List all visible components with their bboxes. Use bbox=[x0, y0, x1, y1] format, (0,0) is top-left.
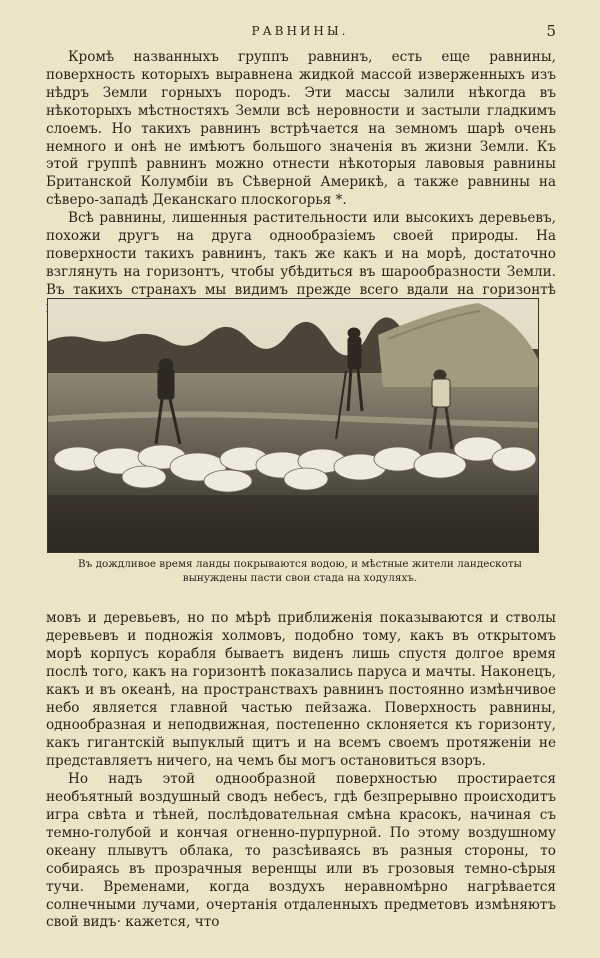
figure-photo bbox=[47, 298, 539, 553]
page-header bbox=[44, 22, 556, 42]
figure-caption: Въ дождливое время ланды покрываются водою, и мѣстные жители ландескоты вынуждены пасти свои стада на ходуляхъ. bbox=[78, 558, 522, 584]
paragraph: мовъ и деревьевъ, но по мѣрѣ приближенія показываются и стволы деревьевъ и подножія холмовъ, подобно тому, какъ въ открытомъ морѣ корпусъ корабля бываетъ виденъ лишь спустя долгое время послѣ того, какъ на горизонтѣ показались паруса и мачты. Наконецъ, какъ и въ океанѣ, на пространствахъ равнинъ постоянно измѣнчивое небо является главной частью пейзажа. Поверхность равнины, однообразная и неподвижная, постепенно склоняется къ горизонту, какъ гигантскій выпуклый щитъ и на всемъ своемъ протяженіи не представляетъ ничего, на чемъ бы могъ остановиться взоръ. bbox=[46, 610, 556, 770]
paragraph: Но надъ этой однообразной поверхностью простирается необъятный воздушный сводъ небесъ, гдѣ безпрерывно происходитъ игра свѣта и тѣней, послѣдовательная смѣна красокъ, начиная съ темно-голубой и кончая огненно-пурпурной. По этому воздушному океану плывутъ облака, то разсѣиваясь въ разныя стороны, то собираясь въ прозрачныя веренщы или въ грозовыя темно-сѣрыя тучи. Временами, когда воздухъ неравномѣрно нагрѣвается солнечными лучами, очертанія отдаленныхъ предметовъ измѣняютъ свой видъ· кажется, что bbox=[46, 771, 556, 931]
paragraph: Всѣ равнины, лишенныя растительности или высокихъ деревьевъ, похожи другъ на друга однообразіемъ своей природы. На поверхности такихъ равнинъ, такъ же какъ и на морѣ, достаточно взглянуть на горизонтъ, чтобы убѣдиться въ шарообразности Земли. Въ такихъ странахъ мы видимъ прежде всего вдали на горизонтѣ bbox=[46, 210, 556, 298]
text-block-bottom bbox=[46, 610, 556, 932]
running-title: РАВНИНЫ. bbox=[251, 24, 349, 38]
paragraph: Кромѣ названныхъ группъ равнинъ, есть еще равнины, поверхность которыхъ выравнена жидкой массой изверженныхъ изъ нѣдръ Земли горныхъ породъ. Эти массы залили нѣкогда въ нѣкоторыхъ мѣстностяхъ Земли всѣ неровности и застыли гладкимъ слоемъ. Но такихъ равнинъ встрѣчается на земномъ шарѣ очень немного и онѣ не имѣютъ большого значенія въ жизни Земли. Къ этой группѣ равнинъ можно отнести нѣкоторыя лавовыя равнины Британской Колумбіи въ Сѣверной Америкѣ, а также равнины на сѣверо-западѣ Деканскаго плоскогорья *. bbox=[46, 49, 556, 209]
shepherds-on-stilts-photo bbox=[48, 299, 538, 552]
page-number: 5 bbox=[546, 22, 556, 40]
text-block-top bbox=[46, 49, 556, 318]
